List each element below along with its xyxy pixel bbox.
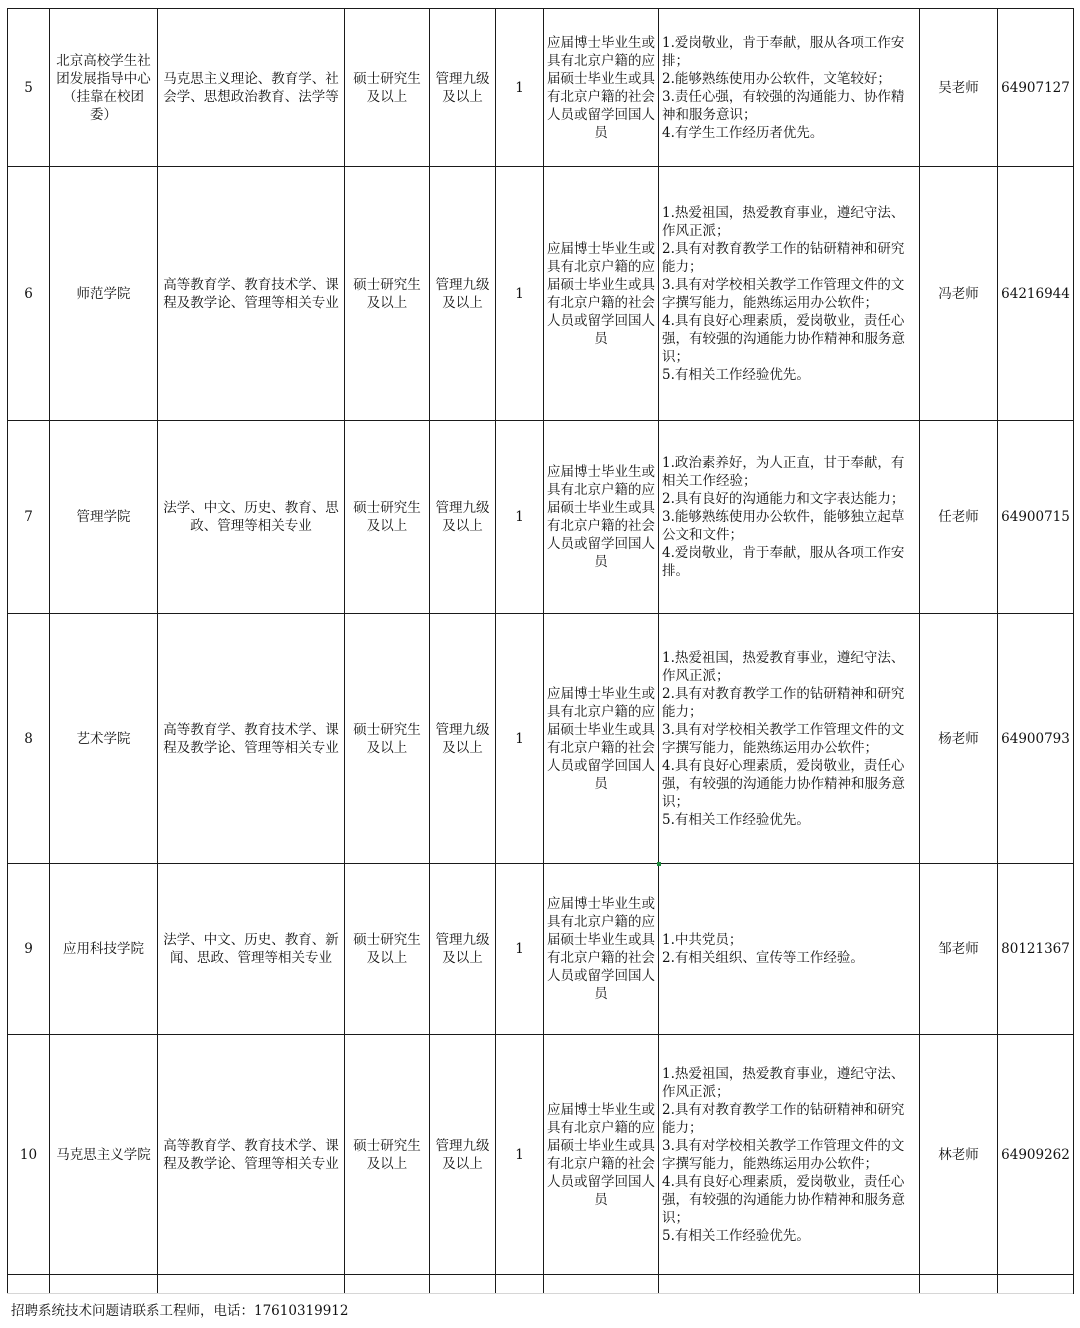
requirement-line: 4.爱岗敬业，肯于奉献，服从各项工作安排。 [662, 545, 905, 579]
row-number-cell: 7 [8, 421, 50, 614]
empty-row [8, 1275, 1074, 1294]
requirement-line: 1.热爱祖国，热爱教育事业，遵纪守法、作风正派； [662, 649, 905, 684]
requirement-line: 3.具有对学校相关教学工作管理文件的文字撰写能力，能熟练运用办公软件； [662, 276, 905, 311]
requirement-line: 3.具有对学校相关教学工作管理文件的文字撰写能力，能熟练运用办公软件； [662, 1137, 905, 1172]
level-cell: 管理九级及以上 [430, 1035, 496, 1275]
phone-cell: 64907127 [998, 9, 1074, 167]
requirements-cell [659, 421, 920, 614]
requirement-line: 5.有相关工作经验优先。 [662, 1227, 810, 1244]
requirement-line: 1.政治素养好，为人正直，甘于奉献，有相关工作经验； [662, 455, 905, 489]
phone-cell: 80121367 [998, 864, 1074, 1035]
footer-note: 招聘系统技术问题请联系工程师，电话：17610319912 [11, 1303, 349, 1319]
table-row [8, 421, 1074, 614]
table-row [8, 1035, 1074, 1275]
row-number-cell: 6 [8, 167, 50, 421]
row-number-cell: 8 [8, 614, 50, 864]
unit-cell: 师范学院 [50, 167, 158, 421]
requirement-line: 1.爱岗敬业，肯于奉献，服从各项工作安排； [662, 34, 905, 69]
requirement-line: 4.具有良好心理素质，爱岗敬业，责任心强，有较强的沟通能力协作精神和服务意识； [662, 312, 905, 365]
headcount-cell: 1 [496, 421, 544, 614]
empty-cell [920, 1275, 998, 1294]
headcount-cell: 1 [496, 1035, 544, 1275]
unit-cell: 应用科技学院 [50, 864, 158, 1035]
condition-cell: 应届博士毕业生或具有北京户籍的应届硕士毕业生或具有北京户籍的社会人员或留学回国人员 [544, 614, 659, 864]
table-body [8, 9, 1074, 1294]
contact-cell: 杨老师 [920, 614, 998, 864]
requirements-cell [659, 9, 920, 167]
row-number-cell: 10 [8, 1035, 50, 1275]
recruitment-table [7, 8, 1074, 1294]
empty-cell [659, 1275, 920, 1294]
requirement-line: 2.有相关组织、宣传等工作经验。 [662, 950, 864, 966]
level-cell: 管理九级及以上 [430, 614, 496, 864]
headcount-cell: 1 [496, 614, 544, 864]
contact-cell: 任老师 [920, 421, 998, 614]
phone-cell: 64909262 [998, 1035, 1074, 1275]
unit-cell: 北京高校学生社团发展指导中心（挂靠在校团委） [50, 9, 158, 167]
unit-cell: 马克思主义学院 [50, 1035, 158, 1275]
education-cell: 硕士研究生及以上 [345, 864, 430, 1035]
requirement-line: 2.具有良好的沟通能力和文字表达能力； [662, 491, 905, 507]
cell-selection-marker [657, 862, 661, 866]
level-cell: 管理九级及以上 [430, 167, 496, 421]
contact-cell: 林老师 [920, 1035, 998, 1275]
level-cell: 管理九级及以上 [430, 864, 496, 1035]
major-cell: 法学、中文、历史、教育、思政、管理等相关专业 [158, 421, 345, 614]
level-cell: 管理九级及以上 [430, 9, 496, 167]
requirement-line: 4.有学生工作经历者优先。 [662, 124, 824, 141]
phone-cell: 64216944 [998, 167, 1074, 421]
requirement-line: 1.中共党员； [662, 932, 743, 948]
requirement-line: 5.有相关工作经验优先。 [662, 366, 810, 383]
condition-cell: 应届博士毕业生或具有北京户籍的应届硕士毕业生或具有北京户籍的社会人员或留学回国人员 [544, 864, 659, 1035]
empty-cell [544, 1275, 659, 1294]
requirement-line: 1.热爱祖国，热爱教育事业，遵纪守法、作风正派； [662, 1065, 905, 1100]
empty-cell [50, 1275, 158, 1294]
major-cell: 马克思主义理论、教育学、社会学、思想政治教育、法学等 [158, 9, 345, 167]
requirement-line: 3.责任心强，有较强的沟通能力、协作精神和服务意识； [662, 88, 905, 123]
requirements-cell [659, 614, 920, 864]
unit-cell: 艺术学院 [50, 614, 158, 864]
requirement-line: 4.具有良好心理素质，爱岗敬业，责任心强，有较强的沟通能力协作精神和服务意识； [662, 757, 905, 810]
unit-cell: 管理学院 [50, 421, 158, 614]
empty-cell [8, 1275, 50, 1294]
table-row [8, 614, 1074, 864]
table-row [8, 9, 1074, 167]
level-cell: 管理九级及以上 [430, 421, 496, 614]
requirement-line: 3.具有对学校相关教学工作管理文件的文字撰写能力，能熟练运用办公软件； [662, 721, 905, 756]
headcount-cell: 1 [496, 864, 544, 1035]
empty-cell [496, 1275, 544, 1294]
requirement-line: 2.具有对教育教学工作的钻研精神和研究能力； [662, 1101, 905, 1136]
requirement-line: 2.具有对教育教学工作的钻研精神和研究能力； [662, 685, 905, 720]
contact-cell: 吴老师 [920, 9, 998, 167]
phone-cell: 64900793 [998, 614, 1074, 864]
requirement-line: 1.热爱祖国，热爱教育事业，遵纪守法、作风正派； [662, 204, 905, 239]
phone-cell: 64900715 [998, 421, 1074, 614]
major-cell: 高等教育学、教育技术学、课程及教学论、管理等相关专业 [158, 167, 345, 421]
headcount-cell: 1 [496, 167, 544, 421]
requirements-cell [659, 167, 920, 421]
condition-cell: 应届博士毕业生或具有北京户籍的应届硕士毕业生或具有北京户籍的社会人员或留学回国人员 [544, 1035, 659, 1275]
empty-cell [430, 1275, 496, 1294]
contact-cell: 邹老师 [920, 864, 998, 1035]
table-row [8, 167, 1074, 421]
contact-cell: 冯老师 [920, 167, 998, 421]
education-cell: 硕士研究生及以上 [345, 614, 430, 864]
condition-cell: 应届博士毕业生或具有北京户籍的应届硕士毕业生或具有北京户籍的社会人员或留学回国人员 [544, 167, 659, 421]
empty-cell [345, 1275, 430, 1294]
empty-cell [998, 1275, 1074, 1294]
education-cell: 硕士研究生及以上 [345, 9, 430, 167]
requirements-cell [659, 1035, 920, 1275]
education-cell: 硕士研究生及以上 [345, 421, 430, 614]
condition-cell: 应届博士毕业生或具有北京户籍的应届硕士毕业生或具有北京户籍的社会人员或留学回国人员 [544, 9, 659, 167]
empty-cell [158, 1275, 345, 1294]
footer-row [7, 1293, 1073, 1322]
requirement-line: 5.有相关工作经验优先。 [662, 811, 810, 828]
education-cell: 硕士研究生及以上 [345, 1035, 430, 1275]
major-cell: 法学、中文、历史、教育、新闻、思政、管理等相关专业 [158, 864, 345, 1035]
major-cell: 高等教育学、教育技术学、课程及教学论、管理等相关专业 [158, 1035, 345, 1275]
headcount-cell: 1 [496, 9, 544, 167]
table-row [8, 864, 1074, 1035]
row-number-cell: 9 [8, 864, 50, 1035]
education-cell: 硕士研究生及以上 [345, 167, 430, 421]
requirements-cell [659, 864, 920, 1035]
row-number-cell: 5 [8, 9, 50, 167]
requirement-line: 2.能够熟练使用办公软件，文笔较好； [662, 70, 891, 87]
requirement-line: 3.能够熟练使用办公软件，能够独立起草公文和文件； [662, 509, 905, 543]
requirement-line: 2.具有对教育教学工作的钻研精神和研究能力； [662, 240, 905, 275]
condition-cell: 应届博士毕业生或具有北京户籍的应届硕士毕业生或具有北京户籍的社会人员或留学回国人员 [544, 421, 659, 614]
requirement-line: 4.具有良好心理素质，爱岗敬业，责任心强，有较强的沟通能力协作精神和服务意识； [662, 1173, 905, 1226]
major-cell: 高等教育学、教育技术学、课程及教学论、管理等相关专业 [158, 614, 345, 864]
